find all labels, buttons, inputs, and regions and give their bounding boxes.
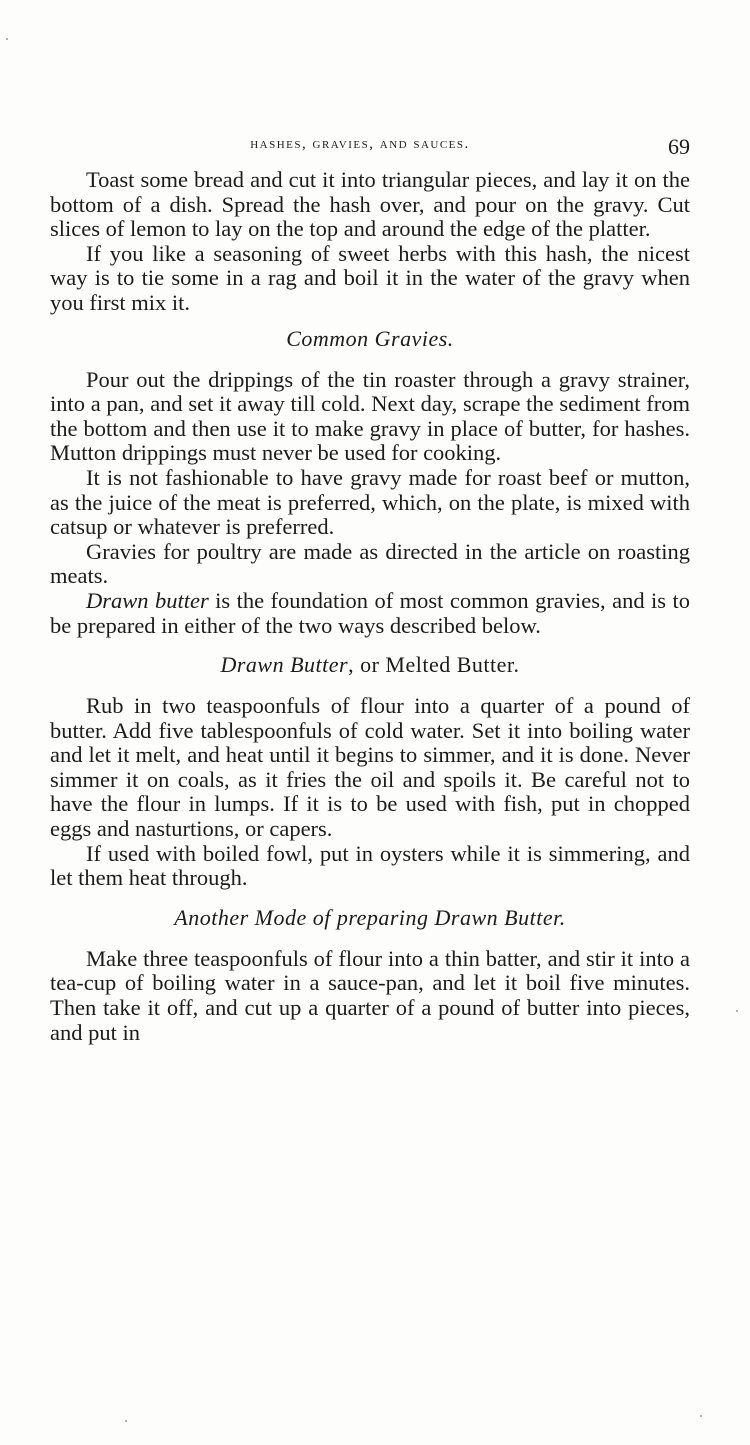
paragraph: If used with boiled fowl, put in oysters while it is simmering, and let them heat through. bbox=[50, 840, 690, 891]
page-number: 69 bbox=[668, 134, 690, 159]
section-heading-another-mode: Another Mode of preparing Drawn Butter. bbox=[174, 904, 566, 930]
section-heading-common-gravies: Common Gravies. bbox=[286, 325, 454, 351]
book-page bbox=[50, 128, 690, 1045]
italic-term: Drawn butter bbox=[86, 587, 209, 613]
paper-speck bbox=[6, 38, 8, 40]
paper-speck bbox=[700, 1415, 702, 1417]
page-header bbox=[50, 128, 690, 168]
paragraph-text: is the foundation of most common gravies, and is to be prepared in either of the two ways described below. bbox=[50, 587, 691, 638]
paragraph: Toast some bread and cut it into triangular pieces, and lay it on the bottom of a dish. Spread the hash over, and pour on the gravy. Cut slices of lemon to lay on the top and around the edge of the platter. bbox=[50, 167, 690, 242]
paper-speck bbox=[125, 1420, 127, 1422]
paragraph: If you like a seasoning of sweet herbs with this hash, the nicest way is to tie some in a rag and boil it in the water of the gravy when you first mix it. bbox=[50, 240, 690, 315]
section-heading-drawn-butter bbox=[50, 652, 690, 678]
heading-italic-part: Drawn Butter bbox=[220, 652, 349, 678]
paper-speck bbox=[736, 1010, 738, 1012]
paragraph: It is not fashionable to have gravy made for roast beef or mutton, as the juice of the meat is preferred, which, on the plate, is mixed with catsup or whatever is preferred. bbox=[50, 464, 690, 540]
paragraph: Rub in two teaspoonfuls of flour into a quarter of a pound of butter. Add five tablespoonfuls of cold water. Set it into boiling water and let it melt, and heat until it begins to simmer, and it is done. Never simmer it on coals, as it fries the oil and spoils it. Be careful not to have the flour in lumps. If it is to be used with fish, put in chopped eggs and nasturtions, or capers. bbox=[50, 693, 690, 842]
paragraph: Make three teaspoonfuls of flour into a thin batter, and stir it into a tea-cup of boiling water in a sauce-pan, and let it boil five minutes. Then take it off, and cut up a quarter of a pound of butter into pieces, and put in bbox=[50, 945, 690, 1045]
paragraph: Pour out the drippings of the tin roaster through a gravy strainer, into a pan, and set it away till cold. Next day, scrape the sediment from the bottom and then use it to make gravy in place of butter, for hashes. Mutton drippings must never be used for cooking. bbox=[50, 366, 690, 466]
paragraph bbox=[50, 589, 690, 638]
running-head: hashes, gravies, and sauces. bbox=[250, 136, 470, 152]
heading-roman-part: , or Melted Butter. bbox=[348, 652, 520, 678]
paragraph: Gravies for poultry are made as directed in the article on roasting meats. bbox=[50, 538, 690, 589]
